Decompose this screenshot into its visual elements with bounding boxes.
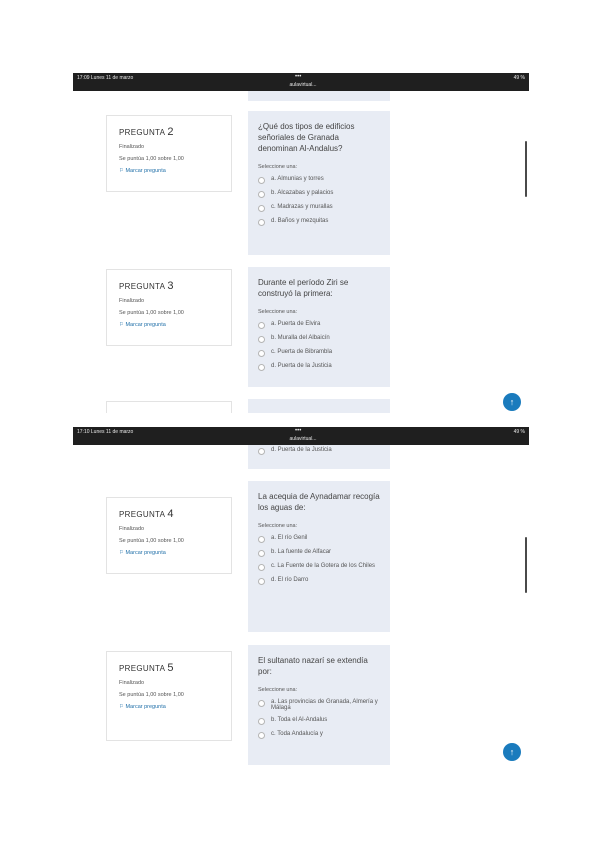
question-score: Se puntúa 1,00 sobre 1,00 [119, 156, 184, 162]
flag-icon: ⚐ [119, 704, 126, 710]
question-title: PREGUNTA 5 [119, 662, 174, 674]
answer-option[interactable]: b. Alcazabas y palacios [258, 190, 380, 198]
scrollbar[interactable] [525, 537, 527, 593]
page-content [73, 445, 529, 765]
question-score: Se puntúa 1,00 sobre 1,00 [119, 538, 184, 544]
battery-label: 49 % [513, 75, 525, 81]
answer-option[interactable]: a. Almunias y torres [258, 176, 380, 184]
question-text: El sultanato nazarí se extendía por: [258, 656, 368, 676]
top-question-box [248, 91, 390, 101]
question-score: Se puntúa 1,00 sobre 1,00 [119, 310, 184, 316]
more-dots-icon[interactable]: ••• [295, 74, 302, 80]
question-status: Finalizado [119, 526, 145, 532]
flag-icon: ⚐ [119, 322, 126, 328]
answer-option[interactable]: b. Muralla del Albaicín [258, 335, 380, 343]
url-label[interactable]: aulavirtual... [289, 436, 317, 442]
answer-option[interactable]: c. Puerta de Bibrambla [258, 349, 380, 357]
arrow-up-icon: ↑ [509, 397, 515, 407]
screenshot-1 [73, 73, 529, 413]
question-box-2 [248, 111, 390, 255]
radio-button[interactable] [258, 219, 265, 226]
answer-option[interactable]: c. Toda Andalucía y [258, 731, 380, 739]
question-text: ¿Qué dos tipos de edificios señoriales de Granada denominan Al-Andalus? [258, 122, 355, 153]
radio-button[interactable] [258, 718, 265, 725]
radio-button[interactable] [258, 448, 265, 455]
select-prompt: Seleccione una: [258, 687, 298, 693]
flag-question-link[interactable]: ⚐ Marcar pregunta [119, 550, 166, 556]
answer-option[interactable]: d. Puerta de la Justicia [258, 447, 380, 455]
screenshot-2 [73, 427, 529, 765]
scroll-top-button[interactable] [503, 393, 521, 411]
question-info-4 [106, 497, 232, 574]
question-box-3 [248, 267, 390, 387]
flag-question-link[interactable]: ⚐ Marcar pregunta [119, 168, 166, 174]
next-question-info [106, 401, 232, 413]
answer-option[interactable]: b. La fuente de Alfacar [258, 549, 380, 557]
question-box-5 [248, 645, 390, 765]
status-time: 17:10 Lunes 11 de marzo [77, 429, 134, 435]
next-question-box [248, 399, 390, 413]
question-score: Se puntúa 1,00 sobre 1,00 [119, 692, 184, 698]
arrow-up-icon: ↑ [509, 747, 515, 757]
answer-option[interactable]: a. El río Genil [258, 535, 380, 543]
answer-option[interactable]: c. Madrazas y murallas [258, 204, 380, 212]
answer-option[interactable]: b. Toda el Al-Andalus [258, 717, 380, 725]
select-prompt: Seleccione una: [258, 309, 298, 315]
scroll-top-button[interactable] [503, 743, 521, 761]
select-prompt: Seleccione una: [258, 523, 298, 529]
radio-button[interactable] [258, 205, 265, 212]
flag-question-link[interactable]: ⚐ Marcar pregunta [119, 704, 166, 710]
radio-button[interactable] [258, 732, 265, 739]
select-prompt: Seleccione una: [258, 164, 298, 170]
question-status: Finalizado [119, 680, 145, 686]
radio-button[interactable] [258, 578, 265, 585]
status-bar [73, 73, 529, 91]
question-text: Durante el período Ziri se construyó la primera: [258, 278, 349, 298]
radio-button[interactable] [258, 177, 265, 184]
answer-option[interactable]: d. El río Darro [258, 577, 380, 585]
question-info-3 [106, 269, 232, 346]
question-status: Finalizado [119, 298, 145, 304]
status-bar [73, 427, 529, 445]
question-info-2 [106, 115, 232, 192]
answer-option[interactable]: d. Baños y mezquitas [258, 218, 380, 226]
answer-option[interactable]: a. Puerta de Elvira [258, 321, 380, 329]
radio-button[interactable] [258, 536, 265, 543]
flag-icon: ⚐ [119, 550, 126, 556]
flag-question-link[interactable]: ⚐ Marcar pregunta [119, 322, 166, 328]
radio-button[interactable] [258, 564, 265, 571]
question-info-5 [106, 651, 232, 741]
more-dots-icon[interactable]: ••• [295, 428, 302, 434]
question-title: PREGUNTA 2 [119, 126, 174, 138]
radio-button[interactable] [258, 322, 265, 329]
question-title: PREGUNTA 4 [119, 508, 174, 520]
question-status: Finalizado [119, 144, 145, 150]
url-label[interactable]: aulavirtual... [289, 82, 317, 88]
question-text: La acequia de Aynadamar recogía los aguas de: [258, 492, 380, 512]
status-time: 17:09 Lunes 11 de marzo [77, 75, 134, 81]
page-content [73, 91, 529, 413]
answer-option[interactable]: d. Puerta de la Justicia [258, 363, 380, 371]
radio-button[interactable] [258, 364, 265, 371]
question-title: PREGUNTA 3 [119, 280, 174, 292]
answer-option[interactable]: c. La Fuente de la Gotera de los Chiles [258, 563, 380, 571]
radio-button[interactable] [258, 550, 265, 557]
answer-option[interactable]: a. Las provincias de Granada, Almería y Málaga [258, 699, 380, 711]
radio-button[interactable] [258, 700, 265, 707]
radio-button[interactable] [258, 350, 265, 357]
radio-button[interactable] [258, 336, 265, 343]
top-question-box [248, 445, 390, 469]
battery-label: 49 % [513, 429, 525, 435]
question-box-4 [248, 481, 390, 632]
flag-icon: ⚐ [119, 168, 126, 174]
scrollbar[interactable] [525, 141, 527, 197]
radio-button[interactable] [258, 191, 265, 198]
